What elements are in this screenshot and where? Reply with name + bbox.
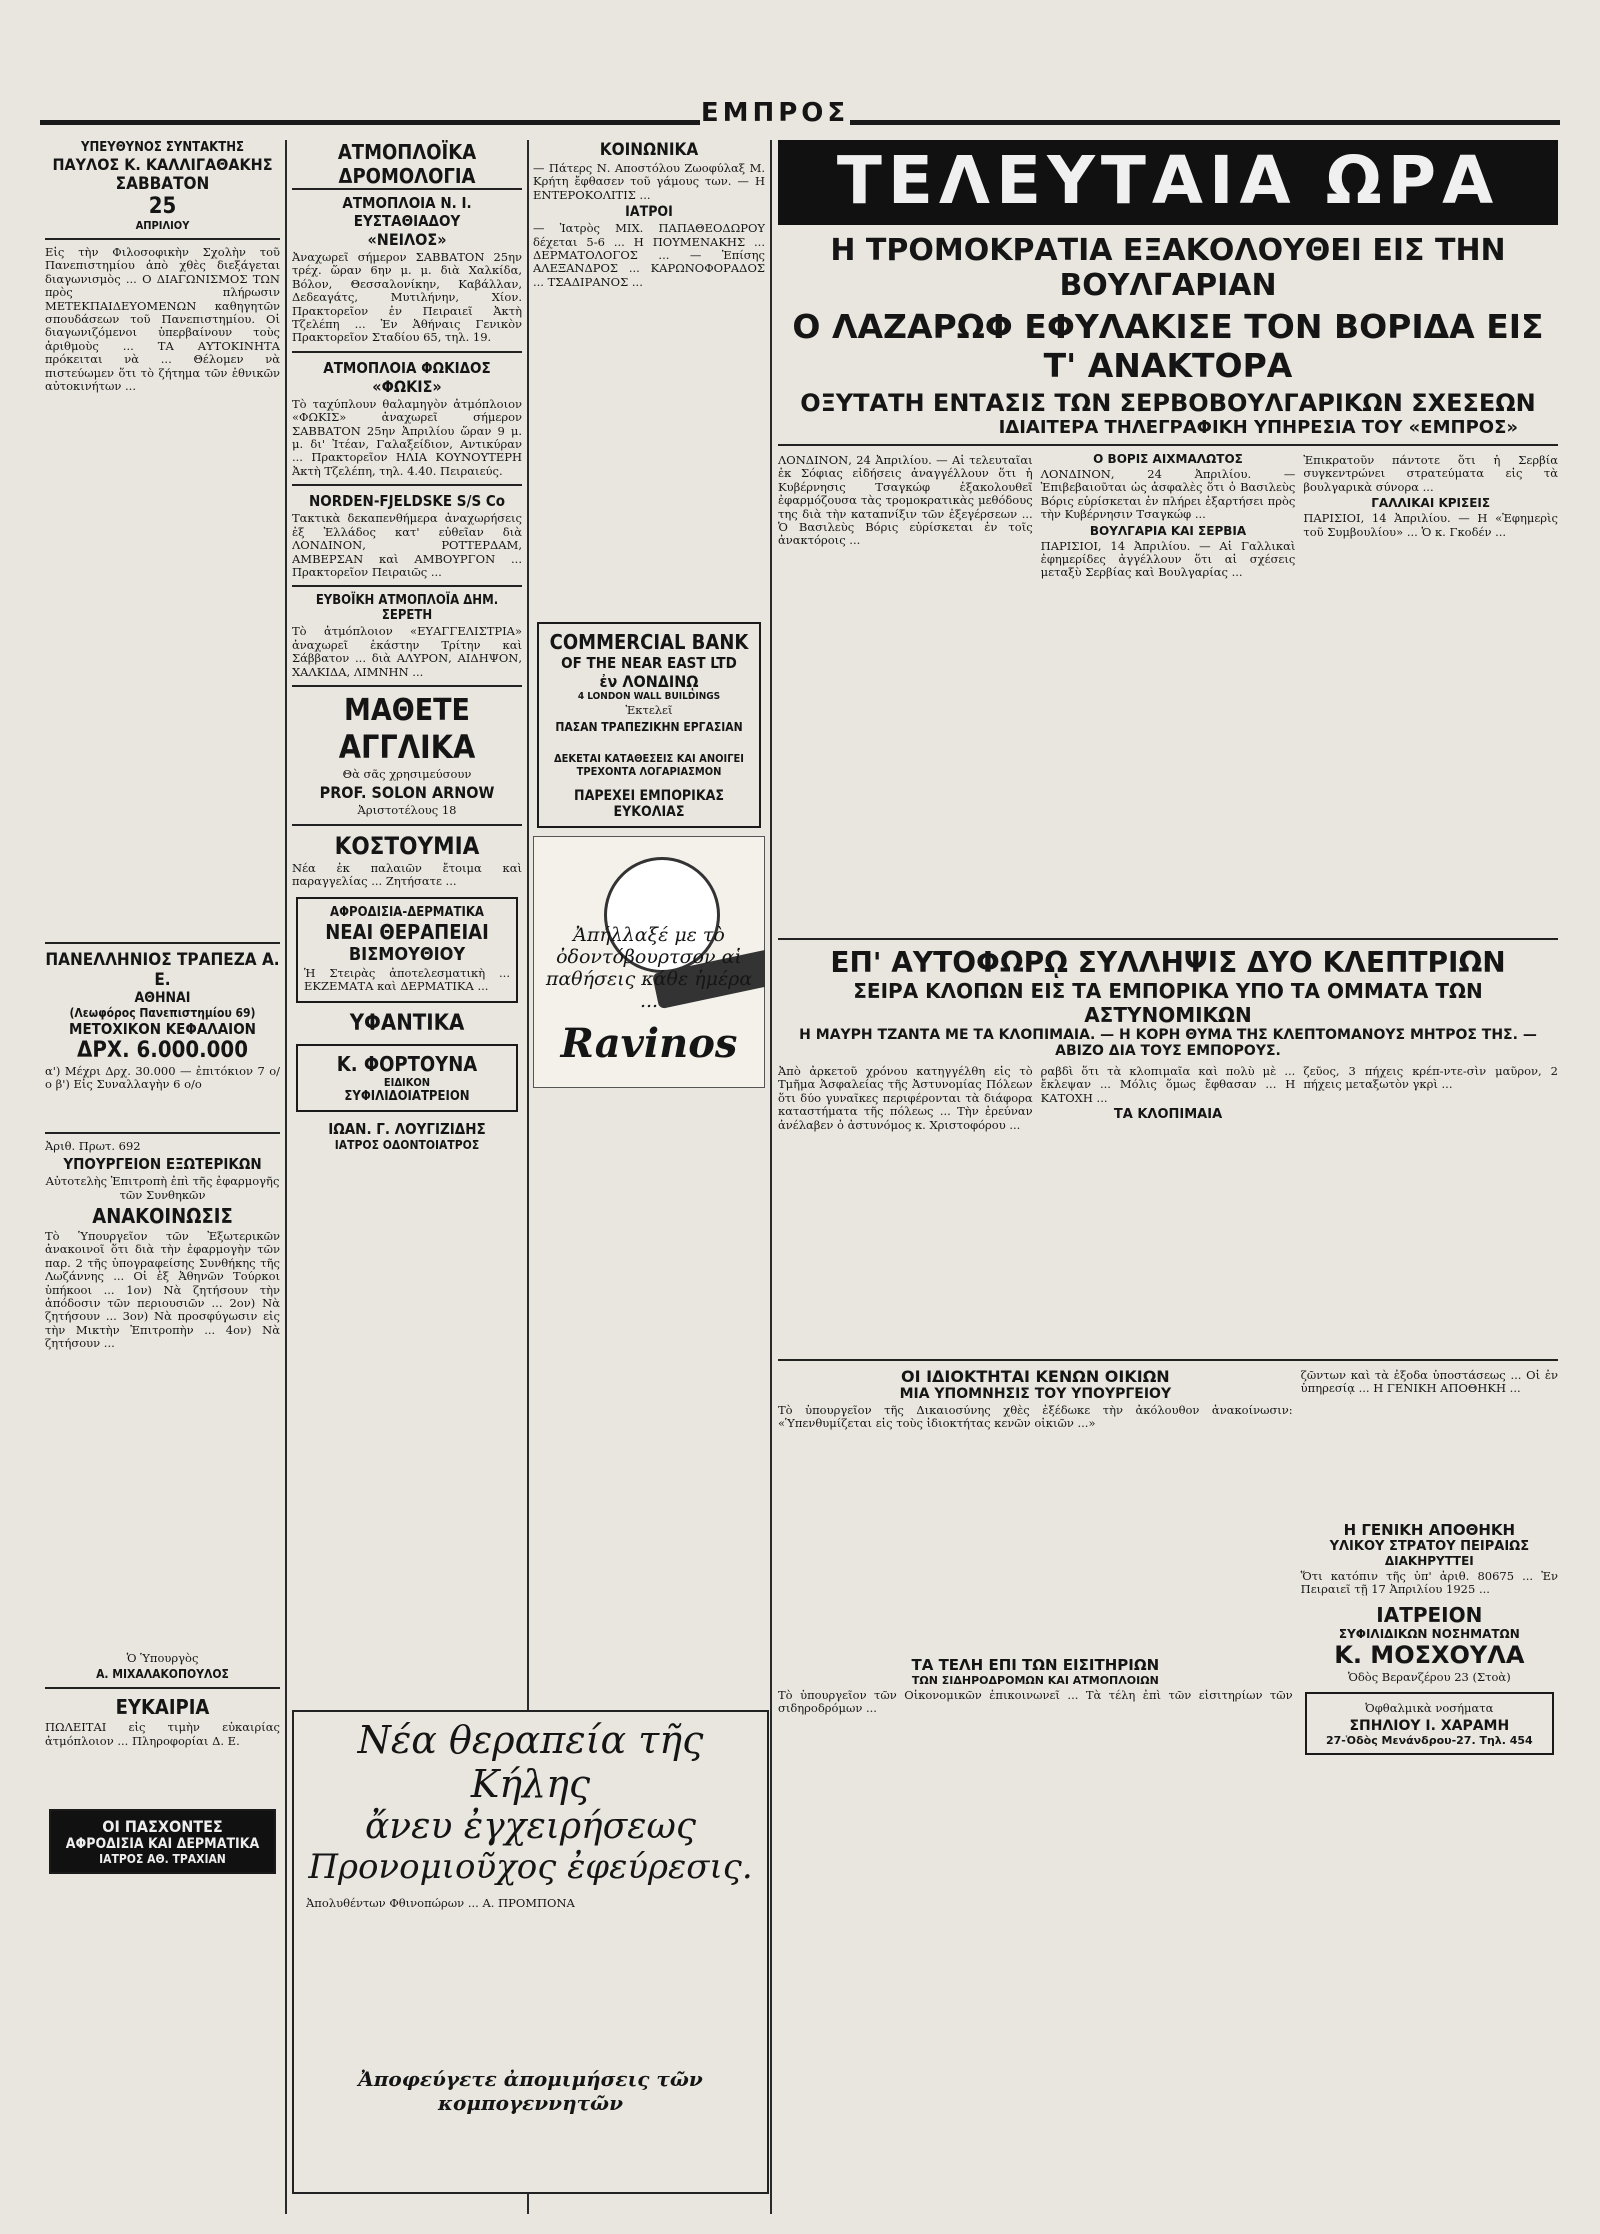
news-columns — [778, 452, 1558, 932]
bank-city: ἐν ΛΟΝΔΙΝῼ — [599, 672, 699, 692]
divider — [45, 942, 280, 944]
evvoiki-body: Τὸ ἀτμόπλοιον «ΕΥΑΓΓΕΛΙΣΤΡΙΑ» ἀναχωρεῖ ἑκάστην Τρίτην καὶ Σάββατον ... διὰ ΑΛΥΡΟΝ, ΑΙΔΗΨΟΝ, ΧΑΛΚΙΔΑ, ΛΙΜΝΗΝ ... — [292, 624, 522, 679]
divider — [45, 1132, 280, 1134]
apothiki-head-2: ΥΛΙΚΟΥ ΣΤΡΑΤΟΥ ΠΕΙΡΑΙΩΣ — [1329, 1539, 1530, 1554]
bank-subtitle: OF THE NEAR EAST LTD — [561, 654, 737, 673]
norden-title: NORDEN-FJELDSKE S/S Co — [308, 492, 506, 511]
divider — [45, 1687, 280, 1689]
ad-fortouna-line2: ΕΙΔΙΚΟΝ — [383, 1076, 431, 1090]
ministry-subtitle: Αὐτοτελὴς Ἐπιτροπὴ ἐπὶ τῆς ἐφαρμογῆς τῶν Συνθηκῶν — [45, 1174, 280, 1202]
bank-line-3: ΔΕΚΕΤΑΙ ΚΑΤΑΘΕΣΕΙΣ ΚΑΙ ΑΝΟΙΓΕΙ ΤΡΕΧΟΝΤΑ ΛΟΓΑΡΙΑΣΜΟΝ — [554, 751, 744, 778]
reference-number: Ἀριθ. Πρωτ. 692 — [45, 1138, 141, 1153]
shipping-title: ΑΤΜΟΠΛΟΪΚΑ ΔΡΟΜΟΛΟΓΙΑ — [292, 140, 522, 190]
tickets-head-1: ΤΑ ΤΕΛΗ ΕΠΙ ΤΩΝ ΕΙΣΙΤΗΡΙΩΝ — [911, 1656, 1160, 1674]
ad-vismouthiou-line1: ΑΦΡΟΔΙΣΙΑ-ΔΕΡΜΑΤΙΚΑ — [330, 904, 484, 920]
signature: Α. ΜΙΧΑΛΑΚΟΠΟΥΛΟΣ — [96, 1667, 229, 1682]
eukairia-body: ΠΩΛΕΙΤΑΙ εἰς τιμὴν εὐκαιρίας ἀτμόπλοιον ... Πληροφορίαι Δ. Ε. — [45, 1721, 280, 1748]
lower-columns — [778, 1367, 1558, 2067]
shipping-company: ΑΤΜΟΠΛΟΙΑ Ν. Ι. ΕΥΣΤΑΘΙΑΔΟΥ — [342, 194, 472, 230]
bank-address: (Λεωφόρος Πανεπιστημίου 69) — [69, 1006, 256, 1020]
news-body-2: ΛΟΝΔΙΝΟΝ, 24 Ἀπριλίου. — Ἐπιβεβαιοῦται ὡς ἀσφαλὲς ὅτι ὁ Βασιλεὺς Βόρις εὑρίσκεται ἐν πλήρει ἐξαρτήσει πρὸς τὴν Κυβέρνησιν Τσαγκώφ ... — [1040, 467, 1296, 522]
theft-body-1: Ἀπὸ ἀρκετοῦ χρόνου κατηγγέλθη εἰς τὸ Τμῆμα Ἀσφαλείας τῆς Ἀστυνομίας Πόλεων ὅτι δύο γυναῖκες περιφέρονται τὰ διάφορα καταστήματα τῆς πόλεως ... Τὴν ἐρεύναν ἀνέλαβεν ὁ ἀστυνόμος κ. Χριστοφόρου ... — [778, 1064, 1033, 1132]
bank-title: COMMERCIAL BANK — [549, 630, 749, 655]
editor-label: ΥΠΕΥΘΥΝΟΣ ΣΥΝΤΑΚΤΗΣ — [80, 140, 244, 155]
ad-kili-line4: Ἀποφεύγετε ἀπομιμήσεις τῶν κομπογεννητῶν — [358, 2067, 703, 2115]
english-ad-address: Ἀριστοτέλους 18 — [357, 803, 457, 818]
ad-fortouna-line3: ΣΥΦΙΛΙΔΟΙΑΤΡΕΙΟΝ — [344, 1089, 470, 1105]
divider — [778, 1359, 1558, 1361]
ad-harami-name: ΣΠΗΛΙΟΥ Ι. ΧΑΡΑΜΗ — [1349, 1717, 1510, 1734]
divider — [292, 351, 522, 353]
notice-title: ΑΝΑΚΟΙΝΩΣΙΣ — [92, 1204, 233, 1229]
divider — [45, 238, 280, 240]
english-ad-teacher: PROF. SOLON ARNOW — [319, 783, 495, 803]
apothiki-head-3: ΔΙΑΚΗΡΥΤΤΕΙ — [1384, 1554, 1474, 1568]
apothiki-body: Ὅτι κατόπιν τῆς ὑπ' ἀριθ. 80675 ... Ἐν Πειραιεῖ τῇ 17 Ἀπριλίου 1925 ... — [1300, 1569, 1558, 1597]
ad-pasxontes-title: ΟΙ ΠΑΣΧΟΝΤΕΣ — [102, 1817, 223, 1837]
social-title: ΚΟΙΝΩΝΙΚΑ — [599, 140, 699, 160]
headline-3: ΟΞΥΤΑΤΗ ΕΝΤΑΣΙΣ ΤΩΝ ΣΕΡΒΟΒΟΥΛΓΑΡΙΚΩΝ ΣΧΕΣΕΩΝ — [800, 389, 1536, 417]
houses-body: Τὸ ὑπουργεῖον τῆς Δικαιοσύνης χθὲς ἐξέδωκε τὴν ἀκόλουθον ἀνακοίνωσιν: «Ὑπενθυμίζεται εἰς τοὺς ἰδιοκτήτας κενῶν οἰκιῶν ...» — [778, 1404, 1293, 1431]
iatreion-head-3: Κ. ΜΟΣΧΟΥΛΑ — [1334, 1640, 1525, 1669]
doctors-title: ΙΑΤΡΟΙ — [625, 204, 673, 221]
ship-neilos-body: Ἀναχωρεῖ σήμερον ΣΑΒΒΑΤΟΝ 25ην τρέχ. ὥραν 6ην μ. μ. διὰ Χαλκίδα, Βόλον, Θεσσαλονίκην, Καβάλλαν, Δεδεαγάτς, Μυτιλήνην, Χίον. Πρακτορεῖον ἐν Πειραιεῖ Ἀκτὴ Τζελέπη ... Ἐν Ἀθήναις Γενικὸν Πρακτορεῖον Σταδίου 65, τηλ. 19. — [292, 250, 522, 345]
english-ad-line: Θὰ σᾶς χρησιμεύσουν — [342, 766, 472, 781]
news-head-2: Ο ΒΟΡΙΣ ΑΙΧΜΑΛΩΤΟΣ — [1093, 452, 1243, 466]
ad-fortouna — [296, 1044, 518, 1112]
tickets-head-2: ΤΩΝ ΣΙΔΗΡΟΔΡΟΜΩΝ ΚΑΙ ΑΤΜΟΠΛΟΙΩΝ — [911, 1674, 1159, 1687]
news-body-3: ΠΑΡΙΣΙΟΙ, 14 Ἀπριλίου. — Αἱ Γαλλικαὶ ἐφημερίδες ἀγγέλλουν ὅτι αἱ σχέσεις μεταξὺ Σερβίας καὶ Βουλγαρίας ... — [1040, 538, 1296, 580]
bank-capital: ΔΡΧ. 6.000.000 — [77, 1038, 248, 1063]
dentist-title: ΙΑΤΡΟΣ ΟΔΟΝΤΟΙΑΤΡΟΣ — [334, 1138, 480, 1153]
iatreion-address: Ὁδὸς Βερανζέρου 23 (Στοὰ) — [1347, 1669, 1511, 1684]
iatreion-head-1: ΙΑΤΡΕΙΟΝ — [1376, 1602, 1483, 1627]
ad-vismouthiou — [296, 897, 518, 1004]
tickets-body: Τὸ ὑπουργεῖον τῶν Οἰκονομικῶν ἐπικοινωνεῖ ... Τὰ τέλη ἐπὶ τῶν εἰσιτηρίων τῶν σιδηροδρόμων ... — [778, 1688, 1293, 1716]
column-1 — [45, 140, 280, 2214]
ad-pasxontes — [49, 1809, 276, 1874]
ad-ravinos-tagline: Ἀπήλλαξέ με τὸ ὀδοντόβουρτσον αἱ παθήσεις κάθε ἡμέρα ... — [545, 923, 753, 1012]
theft-body-3: ζεῦος, 3 πήχεις κρέπ-ντε-σὶν μαῦρον, 2 πήχεις μεταξωτὸν γκρὶ ... — [1303, 1064, 1558, 1092]
kostoumia-body: Νέα ἐκ παλαιῶν ἔτοιμα καὶ παραγγελίας ... Ζητήσατε ... — [292, 860, 522, 889]
ad-kili-line1: Νέα θεραπεία τῆς Κήλης — [357, 1718, 704, 1806]
bank-line-4: ΠΑΡΕΧΕΙ ΕΜΠΟΡΙΚΑΣ ΕΥΚΟΛΙΑΣ — [574, 787, 724, 820]
ad-ravinos-brand: Ravinos — [560, 1019, 738, 1067]
ad-harami — [1305, 1692, 1554, 1754]
last-hour-banner: ΤΕΛΕΥΤΑΙΑ ΩΡΑ — [778, 140, 1558, 225]
news-body-5: ΠΑΡΙΣΙΟΙ, 14 Ἀπριλίου. — Η «Ἐφημερὶς τοῦ Συμβουλίου» ... Ὁ κ. Γκοδέν ... — [1303, 511, 1558, 539]
divider — [292, 585, 522, 587]
ad-kili-line3: Προνομιοῦχος ἐφεύρεσις. — [308, 1847, 753, 1887]
headline-1: Η ΤΡΟΜΟΚΡΑΤΙΑ ΕΞΑΚΟΛΟΥΘΕΙ ΕΙΣ ΤΗΝ ΒΟΥΛΓΑΡΙΑΝ — [830, 233, 1506, 303]
divider — [292, 484, 522, 486]
ministry-title: ΥΠΟΥΡΓΕΙΟΝ ΕΞΩΤΕΡΙΚΩΝ — [63, 1155, 262, 1174]
ad-harami-address: 27-Ὁδὸς Μενάνδρου-27. Τηλ. 454 — [1325, 1733, 1533, 1747]
english-ad-title: ΜΑΘΕΤΕ — [344, 692, 470, 728]
theft-columns — [778, 1063, 1558, 1353]
ad-kili-line2: ἄνευ ἐγχειρήσεως — [364, 1806, 697, 1847]
kostoumia-title: ΚΟΣΤΟΥΜΙΑ — [334, 831, 480, 860]
apothiki-head-1: Η ΓΕΝΙΚΗ ΑΠΟΘΗΚΗ — [1343, 1521, 1516, 1539]
masthead — [40, 98, 1560, 138]
social-body: — Πάτερς Ν. Αποστόλου Ζωοφύλαξ Μ. Κρήτη ἔφθασεν τοῦ γάμους των. — Η ΕΝΤΕΡΟΚΟΛΙΤΙΣ ... — [533, 161, 765, 202]
divider — [292, 685, 522, 687]
news-body-4: Ἐπικρατοῦν πάντοτε ὅτι ἡ Σερβία συγκεντρώνει στρατεύματα εἰς τὰ βουλγαρικὰ σύνορα ... — [1303, 453, 1558, 494]
theft-summary: Η ΜΑΥΡΗ ΤΖΑΝΤΑ ΜΕ ΤΑ ΚΛΟΠΙΜΑΙΑ. — Η ΚΟΡΗ ΘΥΜΑ ΤΗΣ ΚΛΕΠΤΟΜΑΝΟΥΣ ΜΗΤΡΟΣ ΤΗΣ. — ΑΒΙΖΟ ΔΙΑ ΤΟΥΣ ΕΜΠΟΡΟΥΣ. — [799, 1027, 1537, 1059]
divider — [292, 824, 522, 826]
ad-pasxontes-sub: ΑΦΡΟΔΙΣΙΑ ΚΑΙ ΔΕΡΜΑΤΙΚΑ — [65, 1836, 260, 1853]
ship-neilos: «ΝΕΙΛΟΣ» — [367, 230, 447, 249]
news-head-3: ΒΟΥΛΓΑΡΙΑ ΚΑΙ ΣΕΡΒΙΑ — [1089, 523, 1247, 538]
bank-rates: α') Μέχρι Δρχ. 30.000 — ἐπιτόκιον 7 ο/ο β') Εἰς Συναλλαγὴν 6 ο/ο — [45, 1064, 280, 1092]
right-col-body: ζῶντων καὶ τὰ ἐξοδα ὑποστάσεως ... Οἱ ἐν ὑπηρεσίᾳ ... Η ΓΕΝΙΚΗ ΑΠΟΘΗΚΗ ... — [1300, 1369, 1558, 1396]
theft-body-2: ραβδὶ ὅτι τὰ κλοπιμαῖα καὶ πολὺ μὲ ... ἔκλεψαν ... Μόλις ὅμως ἔφθασαν ... Η ΚΑΤΟΧΗ ... — [1040, 1064, 1296, 1105]
date-number: 25 — [148, 194, 177, 219]
yfantika-title: ΥΦΑΝΤΙΚΑ — [349, 1011, 465, 1037]
eukairia-title: ΕΥΚΑΙΡΙΑ — [115, 1695, 210, 1720]
houses-head-2: ΜΙΑ ΥΠΟΜΝΗΣΙΣ ΤΟΥ ΥΠΟΥΡΓΕΙΟΥ — [899, 1386, 1172, 1402]
headline-2: Ο ΛΑΖΑΡΩΦ ΕΦΥΛΑΚΙΣΕ ΤΟΝ ΒΟΡΙΔΑ ΕΙΣ Τ' ΑΝΑΚΤΟΡΑ — [792, 307, 1544, 385]
ad-commercial-bank — [537, 622, 761, 827]
notice-body: Τὸ Ὑπουργεῖον τῶν Ἐξωτερικῶν ἀνακοινοῖ ὅτι διὰ τὴν ἐφαρμογὴν τῶν παρ. 2 τῆς ὑπογραφείσης Συνθήκης τῆς Λωζάννης ... Οἱ ἐξ Ἀθηνῶν Τούρκοι ὑπήκοοι ... 1ον) Νὰ ζητήσουν τὴν ἀπόδοσιν τῶν περιουσιῶν ... 2ον) Νὰ ζητήσουν ... 3ον) Νὰ προσφύγωσιν εἰς τὴν Μικτὴν Ἐπιτροπὴν ... 4ον) Νὰ ζητήσουν ... — [45, 1230, 280, 1351]
ad-vismouthiou-body: Ἡ Στειρὰς ἀποτελεσματικὴ ... ΕΚΖΕΜΑΤΑ καὶ ΔΕΡΜΑΤΙΚΑ ... — [304, 965, 510, 993]
article-body: Εἰς τὴν Φιλοσοφικὴν Σχολὴν τοῦ Πανεπιστημίου ἀπὸ χθὲς διεξάγεται διαγωνισμὸς ... Ο ΔΙΑΓΩΝΙΣΜΟΣ ΤΩΝ πρὸς πλήρωσιν ΜΕΤΕΚΠΑΙΔΕΥΟΜΕΝΩΝ καθηγητῶν σπουδάσεων τοῦ Πανεπιστημίου. Οἱ διαγωνιζόμενοι ὑπερβαίνουν τοὺς ἀριθμοὺς ... ΤΑ ΑΥΤΟΚΙΝΗΤΑ πρόκειται νὰ ... Θέλομεν νὰ πιστεύωμεν ὅτι τὸ ζήτημα τῶν ἐθνικῶν αὐτοκινήτων ... — [45, 246, 280, 394]
iatreion-head-2: ΣΥΦΙΛΙΔΙΚΩΝ ΝΟΣΗΜΑΤΩΝ — [1338, 1626, 1520, 1641]
ad-vismouthiou-line2: ΝΕΑΙ ΘΕΡΑΠΕΙΑΙ — [325, 919, 489, 944]
ad-pasxontes-doctor: ΙΑΤΡΟΣ ΑΘ. ΤΡΑΧΙΑΝ — [99, 1852, 226, 1867]
bank-line-2: ΠΑΣΑΝ ΤΡΑΠΕΖΙΚΗΝ ΕΡΓΑΣΙΑΝ — [555, 719, 743, 734]
column-rule — [285, 140, 287, 2214]
theft-loot-head: ΤΑ ΚΛΟΠΙΜΑΙΑ — [1113, 1107, 1223, 1123]
dentist-name: ΙΩΑΝ. Γ. ΛΟΥΓΙΖΙΔΗΣ — [328, 1120, 486, 1139]
divider — [778, 444, 1558, 446]
date-month: ΑΠΡΙΛΙΟΥ — [135, 219, 190, 232]
english-ad-subtitle: ΑΓΓΛΙΚΑ — [338, 727, 476, 766]
houses-head-1: ΟΙ ΙΔΙΟΚΤΗΤΑΙ ΚΕΝΩΝ ΟΙΚΙΩΝ — [900, 1367, 1170, 1386]
fokidos-title: ΑΤΜΟΠΛΟΙΑ ΦΩΚΙΔΟΣ — [323, 358, 491, 377]
theft-subheadline: ΣΕΙΡΑ ΚΛΟΠΩΝ ΕΙΣ ΤΑ ΕΜΠΟΡΙΚΑ ΥΠΟ ΤΑ ΟΜΜΑΤΑ ΤΩΝ ΑΣΤΥΝΟΜΙΚΩΝ — [853, 979, 1483, 1027]
date-day: ΣΑΒΒΑΤΟΝ — [115, 174, 210, 194]
ship-fokis: «ΦΩΚΙΣ» — [372, 376, 442, 396]
bank-capital-label: ΜΕΤΟΧΙΚΟΝ ΚΕΦΑΛΑΙΟΝ — [69, 1020, 256, 1038]
theft-headline: ΕΠ' ΑΥΤΟΦΩΡῼ ΣΥΛΛΗΨΙΣ ΔΥΟ ΚΛΕΠΤΡΙΩΝ — [830, 946, 1506, 979]
norden-body: Τακτικὰ δεκαπενθήμερα ἀναχωρήσεις ἐξ Ἑλλάδος κατ' εὐθεῖαν διὰ ΛΟΝΔΙΝΟΝ, ΡΟΤΤΕΡΔΑΜ, ΑΜΒΕΡΣΑΝ καὶ ΑΜΒΟΥΡΓΟΝ ... Πρακτορεῖον Πειραιῶς ... — [292, 511, 522, 579]
bank-name: ΠΑΝΕΛΛΗΝΙΟΣ ΤΡΑΠΕΖΑ Α. Ε. — [45, 950, 280, 990]
bank-city: ΑΘΗΝΑΙ — [134, 990, 191, 1006]
masthead-name: ΕΜΠΡΟΣ — [700, 98, 850, 128]
bank-line: Ἐκτελεῖ — [625, 703, 673, 718]
bank-address: 4 LONDON WALL BUILDINGS — [577, 691, 721, 703]
column-rule — [770, 140, 772, 2214]
evvoiki-title: ΕΥΒΟΪΚΗ ΑΤΜΟΠΛΟΪΑ ΔΗΜ. ΣΕΡΕΤΗ — [315, 593, 499, 624]
ad-harami-line1: Ὀφθαλμικὰ νοσήματα — [1365, 1701, 1494, 1716]
doctors-body: — Ἰατρὸς ΜΙΧ. ΠΑΠΑΘΕΟΔΩΡΟΥ δέχεται 5-6 ... Η ΠΟΥΜΕΝΑΚΗΣ ... ΔΕΡΜΑΤΟΛΟΓΟΣ ... — Ἐπίσης ΑΛΕΞΑΝΔΡΟΣ ... ΚΑΡΩΝΟΦΟΡΑΔΟΣ ... ΤΣΑΔΙΡΑΝΟΣ ... — [533, 222, 765, 289]
editor-name: ΠΑΥΛΟΣ Κ. ΚΑΛΛΙΓΑΘΑΚΗΣ — [52, 155, 273, 174]
news-body-1: ΛΟΝΔΙΝΟΝ, 24 Ἀπριλίου. — Αἱ τελευταῖαι ἐκ Σόφιας εἰδήσεις ἀναγγέλλουν ὅτι ἡ Κυβέρνησις Τσαγκώφ ἐξακολουθεῖ ἐφαρμόζουσα τὰς τρομοκρατικὰς μεθόδους της διὰ τὴν καταπνίξιν τῶν ἐξεγέρσεων ... Ὁ Βασιλεὺς Βόρις εὑρίσκεται ἐν τοῖς ἀνακτόροις ... — [778, 453, 1033, 548]
ad-kili-body: Ἀπολυθέντων Φθινοπώρων ... Α. ΠΡΟΜΠΟΝΑ — [306, 1897, 575, 1910]
headline-4: ΙΔΙΑΙΤΕΡΑ ΤΗΛΕΓΡΑΦΙΚΗ ΥΠΗΡΕΣΙΑ ΤΟΥ «ΕΜΠΡΟΣ» — [998, 417, 1518, 438]
news-head-5: ΓΑΛΛΙΚΑΙ ΚΡΙΣΕΙΣ — [1371, 496, 1491, 511]
ad-ravinos — [533, 836, 765, 1088]
ad-kili — [292, 1710, 769, 2194]
signature-label: Ὁ Ὑπουργὸς — [126, 1651, 199, 1666]
ad-fortouna-name: Κ. ΦΟΡΤΟΥΝΑ — [336, 1052, 478, 1077]
divider — [778, 938, 1558, 940]
ship-fokis-body: Τὸ ταχύπλουν θαλαμηγὸν ἀτμόπλοιον «ΦΩΚΙΣ» ἀναχωρεῖ σήμερον ΣΑΒΒΑΤΟΝ 25ην Ἀπριλίου ὥραν 9 μ. μ. δι' Ἰτέαν, Γαλαξείδιον, Αντικύραν ... Πρακτορεῖον ΗΛΙΑ ΚΟΥΝΟΥΤΕΡΗ Ἀκτὴ Τζελέπη, τηλ. 4.40. Πειραιεύς. — [292, 396, 522, 478]
ad-vismouthiou-line3: ΒΙΣΜΟΥΘΙΟΥ — [348, 943, 466, 965]
right-section — [778, 140, 1558, 2214]
